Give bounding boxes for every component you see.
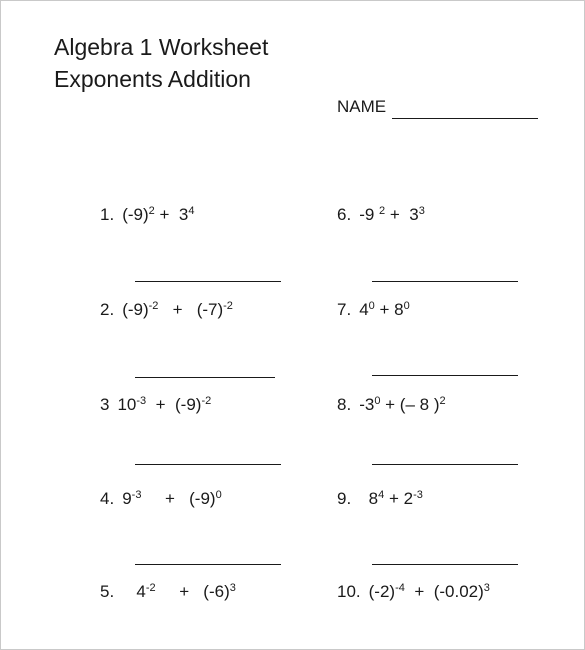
- exponent: -3: [136, 394, 147, 407]
- answer-line-9[interactable]: [372, 564, 518, 565]
- problem-4: [100, 488, 222, 510]
- problem-10: [337, 581, 490, 603]
- problem-number: 7.: [337, 300, 352, 319]
- expression-base: + 3: [385, 205, 419, 224]
- problem-expression: [122, 300, 233, 319]
- exponent: 2: [439, 394, 446, 407]
- expression-base: 9: [122, 489, 132, 508]
- exponent: 4: [188, 204, 195, 217]
- answer-line-3[interactable]: [135, 464, 281, 465]
- problem-expression: [122, 489, 222, 508]
- exponent: -2: [145, 581, 156, 594]
- problem-3: [100, 394, 211, 416]
- exponent: 4: [378, 488, 385, 501]
- exponent: 2: [148, 204, 155, 217]
- problem-8: [337, 394, 446, 416]
- problem-expression: [122, 205, 194, 224]
- problem-number: 10.: [337, 582, 361, 601]
- problem-9: [337, 488, 423, 510]
- exponent: 0: [403, 299, 410, 312]
- problem-number: 6.: [337, 205, 352, 224]
- expression-base: + 2: [384, 489, 414, 508]
- expression-base: + (-0.02): [404, 582, 484, 601]
- expression-base: + (-6): [155, 582, 230, 601]
- exponent: 3: [229, 581, 236, 594]
- problem-expression: [122, 582, 236, 601]
- exponent: 3: [418, 204, 425, 217]
- exponent: -3: [131, 488, 142, 501]
- problem-expression: [359, 300, 410, 319]
- answer-line-8[interactable]: [372, 464, 518, 465]
- problem-2: [100, 299, 233, 321]
- answer-line-6[interactable]: [372, 281, 518, 282]
- problem-number: 5.: [100, 582, 115, 601]
- expression-base: -9: [359, 205, 380, 224]
- expression-base: + 8: [374, 300, 404, 319]
- problem-5: [100, 581, 236, 603]
- problem-expression: [359, 489, 423, 508]
- exponent: -2: [201, 394, 212, 407]
- problem-expression: [369, 582, 490, 601]
- problem-number: 4.: [100, 489, 115, 508]
- exponent: 2: [379, 204, 386, 217]
- exponent: 0: [374, 394, 381, 407]
- exponent: 3: [483, 581, 490, 594]
- expression-base: + 3: [154, 205, 189, 224]
- answer-line-7[interactable]: [372, 375, 518, 376]
- exponent: -3: [413, 488, 423, 501]
- problem-expression: [359, 395, 445, 414]
- expression-base: 10: [117, 395, 137, 414]
- expression-base: + (-9): [141, 489, 216, 508]
- answer-line-4[interactable]: [135, 564, 281, 565]
- answer-line-1[interactable]: [135, 281, 281, 282]
- answer-line-2[interactable]: [135, 377, 275, 378]
- worksheet-subtitle: Exponents Addition: [54, 66, 251, 92]
- expression-base: (-2): [368, 582, 396, 601]
- exponent: 0: [368, 299, 375, 312]
- problem-expression: [359, 205, 425, 224]
- exponent: -4: [395, 581, 405, 594]
- problem-expression: [117, 395, 211, 414]
- expression-base: (-9): [122, 205, 149, 224]
- exponent: -2: [148, 299, 159, 312]
- expression-base: 4: [359, 300, 369, 319]
- problem-1: [100, 204, 194, 226]
- exponent: 0: [215, 488, 222, 501]
- expression-base: 4: [122, 582, 146, 601]
- problem-number: 8.: [337, 395, 352, 414]
- expression-base: 8: [359, 489, 379, 508]
- problem-7: [337, 299, 410, 321]
- problem-number: 3: [100, 395, 110, 414]
- worksheet-title: Algebra 1 Worksheet: [54, 34, 269, 60]
- expression-base: + (-9): [146, 395, 202, 414]
- problem-number: 9.: [337, 489, 352, 508]
- problem-6: [337, 204, 425, 226]
- problem-number: 2.: [100, 300, 115, 319]
- name-field-line[interactable]: [392, 118, 538, 119]
- problem-number: 1.: [100, 205, 115, 224]
- expression-base: (-9): [122, 300, 149, 319]
- expression-base: + (– 8 ): [380, 395, 440, 414]
- expression-base: -3: [359, 395, 375, 414]
- expression-base: + (-7): [158, 300, 224, 319]
- name-label: NAME: [337, 97, 387, 116]
- exponent: -2: [223, 299, 233, 312]
